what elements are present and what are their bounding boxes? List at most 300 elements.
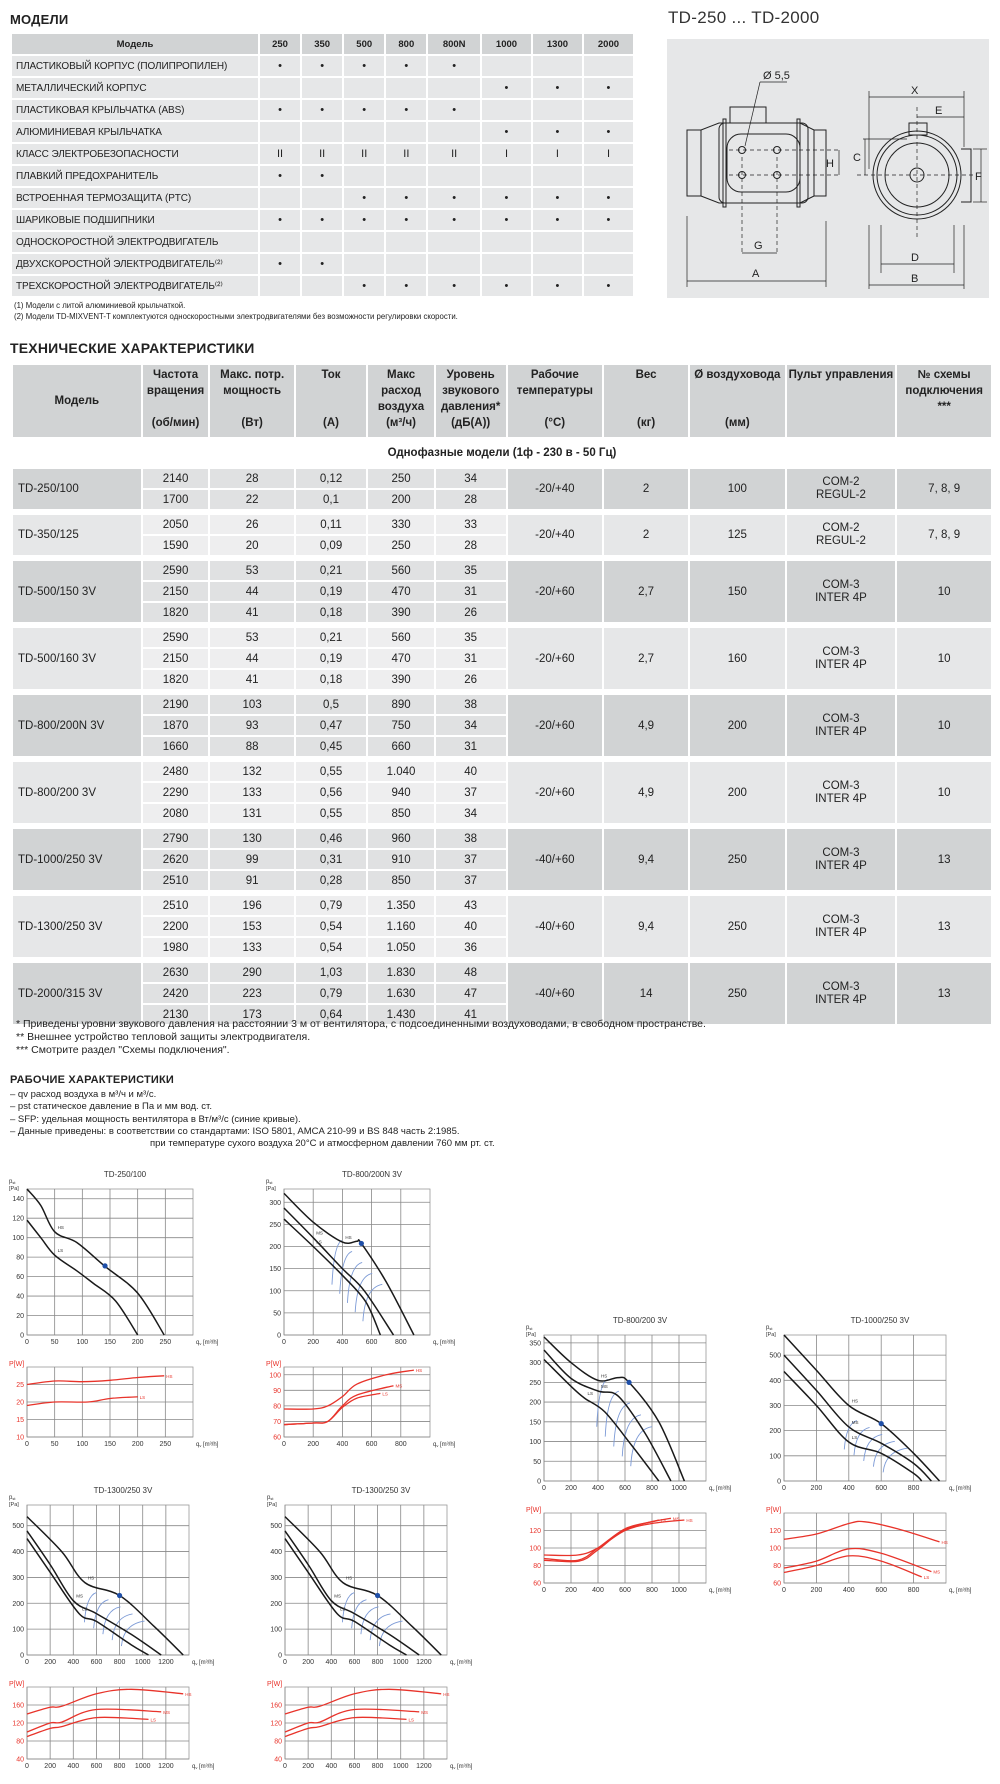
svg-text:250: 250 [269, 1221, 281, 1229]
models-table [10, 32, 635, 298]
spec-header-col [210, 365, 293, 437]
spec-control [787, 963, 896, 1024]
svg-text:800: 800 [394, 1339, 407, 1346]
svg-text:120: 120 [529, 1528, 541, 1535]
svg-text:70: 70 [273, 1418, 281, 1426]
perf-note-3: – SFP: удельная мощность вентилятора в Вт/м³/с (синие кривые). [10, 1113, 301, 1125]
svg-text:P[W]: P[W] [526, 1507, 542, 1514]
models-cell [260, 122, 300, 142]
spec-speed-value: 1590 [143, 536, 209, 555]
spec-footnotes [16, 1018, 706, 1057]
spec-header-name: Частота вращения [146, 369, 205, 397]
spec-speed-value: 40 [436, 917, 506, 936]
models-header-col: 1000 [482, 34, 531, 54]
spec-model-name: TD-500/150 3V [13, 561, 141, 622]
models-cell: • [386, 56, 426, 76]
models-cell [482, 166, 531, 186]
models-cell [260, 232, 300, 252]
svg-text:LS: LS [587, 1391, 594, 1397]
models-cell: • [386, 188, 426, 208]
spec-speed-value: 2590 [143, 628, 209, 647]
spec-speed-value: 1.040 [368, 762, 433, 781]
spec-header-col [436, 365, 506, 437]
perf-note-4-cont: при температуре сухого воздуха 20°C и атмосферном давлении 760 мм рт. ст. [150, 1138, 495, 1150]
svg-text:600: 600 [619, 1485, 631, 1492]
svg-text:0: 0 [542, 1587, 546, 1594]
svg-text:0: 0 [782, 1587, 786, 1594]
svg-text:qv [m³/h]: qv [m³/h] [709, 1486, 732, 1492]
svg-text:A: A [752, 268, 760, 280]
svg-text:80: 80 [533, 1563, 541, 1570]
spec-row [13, 469, 991, 488]
chart-title: TD-800/200 3V [612, 1316, 668, 1325]
models-cell: • [344, 100, 384, 120]
svg-text:0: 0 [25, 1441, 29, 1448]
spec-weight: 2,7 [604, 561, 688, 622]
spec-speed-value: 20 [210, 536, 293, 555]
models-cell: • [482, 210, 531, 230]
models-cell: II [386, 144, 426, 164]
svg-text:200: 200 [565, 1485, 577, 1492]
duty-point-marker [879, 1421, 884, 1426]
spec-header-name: Рабочие температуры [516, 369, 593, 397]
models-cell: • [386, 276, 426, 296]
perf-note-1: – qv расход воздуха в м³/ч и м³/с. [10, 1089, 157, 1100]
svg-text:400: 400 [842, 1587, 855, 1594]
chart-title: TD-800/200N 3V [341, 1170, 403, 1179]
svg-text:0: 0 [283, 1763, 287, 1770]
svg-text:40: 40 [16, 1756, 24, 1764]
spec-control-item: COM-3 [822, 913, 860, 926]
svg-text:qv [m³/h]: qv [m³/h] [192, 1764, 215, 1770]
svg-text:F: F [975, 171, 982, 183]
spec-speed-value: 2200 [143, 917, 209, 936]
spec-control-item: COM-3 [822, 779, 860, 792]
duty-point-marker [359, 1241, 364, 1246]
spec-scheme: 13 [897, 829, 991, 890]
spec-control-item: COM-3 [822, 578, 860, 591]
svg-text:MS: MS [395, 1383, 403, 1389]
svg-text:0: 0 [542, 1485, 546, 1492]
spec-row [13, 762, 991, 781]
svg-text:pst: pst [266, 1179, 273, 1185]
chart-title: TD-250/100 [103, 1170, 147, 1179]
models-cell [428, 232, 480, 252]
footnote-2: ** Внешнее устройство тепловой защиты электродвигателя. [16, 1031, 311, 1043]
svg-text:250: 250 [159, 1339, 172, 1346]
svg-text:MS: MS [421, 1709, 428, 1715]
spec-speed-value: 53 [210, 628, 293, 647]
spec-speed-value: 0,19 [296, 582, 367, 601]
spec-speed-value: 44 [210, 649, 293, 668]
svg-text:500: 500 [769, 1352, 781, 1360]
models-notes [14, 300, 458, 322]
svg-text:800: 800 [907, 1587, 920, 1594]
spec-header-col [13, 365, 141, 437]
models-cell [584, 56, 633, 76]
spec-weight: 4,9 [604, 762, 688, 823]
svg-text:200: 200 [769, 1428, 781, 1436]
chart-td-250-100 [5, 1167, 245, 1457]
svg-text:E: E [935, 105, 943, 117]
svg-text:HS: HS [87, 1575, 95, 1581]
svg-text:400: 400 [769, 1377, 781, 1385]
models-cell [482, 100, 531, 120]
svg-text:LS: LS [316, 1239, 322, 1245]
spec-model-name: TD-800/200 3V [13, 762, 141, 823]
spec-speed-value: 0,19 [296, 649, 367, 668]
spec-speed-value: 34 [436, 469, 506, 488]
svg-text:100: 100 [76, 1441, 89, 1448]
svg-text:500: 500 [12, 1523, 24, 1531]
models-cell: • [428, 56, 480, 76]
spec-temp: -40/+60 [508, 963, 603, 1024]
chart-title: TD-1000/250 3V [850, 1316, 910, 1325]
svg-text:qv [m³/h]: qv [m³/h] [450, 1764, 473, 1770]
models-cell [584, 254, 633, 274]
models-cell [428, 254, 480, 274]
models-cell: • [302, 56, 342, 76]
svg-text:200: 200 [44, 1763, 56, 1770]
models-cell: • [260, 100, 300, 120]
spec-speed-value: 960 [368, 829, 433, 848]
svg-text:100: 100 [529, 1545, 541, 1553]
performance-notes [10, 1089, 495, 1150]
spec-speed-value: 0,09 [296, 536, 367, 555]
spec-model-name: TD-1300/250 3V [13, 896, 141, 957]
models-header-col: 800N [428, 34, 480, 54]
svg-text:qv [m³/h]: qv [m³/h] [192, 1660, 215, 1666]
models-row-label: КЛАСС ЭЛЕКТРОБЕЗОПАСНОСТИ [12, 144, 258, 164]
svg-text:100: 100 [529, 1439, 541, 1447]
spec-speed-value: 1820 [143, 603, 209, 622]
spec-control [787, 561, 896, 622]
spec-speed-value: 850 [368, 871, 433, 890]
models-cell: • [533, 78, 582, 98]
spec-speed-value: 470 [368, 649, 433, 668]
models-cell: • [428, 276, 480, 296]
spec-scheme: 13 [897, 896, 991, 957]
models-cell [386, 254, 426, 274]
spec-speed-value: 1820 [143, 670, 209, 689]
spec-control [787, 515, 896, 555]
models-cell [482, 56, 531, 76]
svg-text:150: 150 [269, 1266, 281, 1274]
svg-text:800: 800 [907, 1485, 920, 1492]
svg-text:0: 0 [25, 1339, 29, 1346]
spec-temp: -20/+60 [508, 628, 603, 689]
spec-temp: -40/+60 [508, 829, 603, 890]
svg-text:G: G [754, 240, 763, 252]
models-cell: • [533, 122, 582, 142]
svg-text:MS: MS [163, 1709, 170, 1715]
svg-text:HS: HS [166, 1373, 173, 1379]
models-cell: • [302, 210, 342, 230]
spec-header-col [143, 365, 209, 437]
spec-duct: 150 [690, 561, 784, 622]
models-cell: • [533, 210, 582, 230]
models-cell: • [344, 56, 384, 76]
models-cell [260, 188, 300, 208]
svg-text:100: 100 [769, 1453, 781, 1461]
svg-text:[Pa]: [Pa] [9, 1186, 19, 1192]
spec-speed-value: 1660 [143, 737, 209, 756]
svg-text:100: 100 [12, 1626, 24, 1634]
svg-text:800: 800 [646, 1485, 658, 1492]
models-row [12, 78, 633, 98]
spec-speed-value: 223 [210, 984, 293, 1003]
spec-control-item: INTER 4P [815, 926, 867, 939]
spec-speed-value: 88 [210, 737, 293, 756]
spec-speed-value: 0,47 [296, 716, 367, 735]
svg-text:250: 250 [529, 1379, 541, 1387]
models-cell: • [428, 188, 480, 208]
spec-control [787, 762, 896, 823]
svg-text:HS: HS [345, 1575, 353, 1581]
spec-scheme: 10 [897, 561, 991, 622]
svg-text:P[W]: P[W] [9, 1361, 25, 1368]
chart-td-1300-250-a [5, 1483, 241, 1779]
models-row [12, 100, 633, 120]
models-cell: • [428, 210, 480, 230]
spec-header-name: Вес [635, 369, 657, 381]
spec-speed-value: 34 [436, 804, 506, 823]
svg-text:400: 400 [270, 1549, 282, 1557]
svg-text:120: 120 [270, 1720, 282, 1728]
svg-text:B: B [911, 273, 919, 285]
svg-text:60: 60 [533, 1580, 541, 1588]
svg-text:HS: HS [57, 1224, 64, 1230]
svg-text:800: 800 [371, 1763, 384, 1770]
svg-text:400: 400 [336, 1339, 349, 1346]
svg-text:0: 0 [282, 1339, 286, 1346]
spec-weight: 14 [604, 963, 688, 1024]
svg-text:qv [m³/h]: qv [m³/h] [433, 1340, 456, 1346]
models-cell [386, 166, 426, 186]
spec-control-item: COM-3 [822, 980, 860, 993]
spec-temp: -20/+60 [508, 762, 603, 823]
svg-text:20: 20 [16, 1313, 24, 1321]
models-row [12, 254, 633, 274]
spec-speed-value: 750 [368, 716, 433, 735]
spec-speed-value: 1.430 [368, 1005, 433, 1024]
svg-text:1000: 1000 [134, 1659, 151, 1666]
models-cell: I [482, 144, 531, 164]
models-cell [302, 232, 342, 252]
models-cell [302, 276, 342, 296]
spec-row [13, 829, 991, 848]
spec-speed-value: 2790 [143, 829, 209, 848]
models-cell: I [584, 144, 633, 164]
svg-text:200: 200 [810, 1485, 823, 1492]
svg-text:400: 400 [67, 1763, 80, 1770]
spec-speed-value: 37 [436, 783, 506, 802]
models-cell [260, 276, 300, 296]
svg-text:MS: MS [601, 1384, 608, 1390]
models-row-label: ОДНОСКОРОСТНОЙ ЭЛЕКТРОДВИГАТЕЛЬ [12, 232, 258, 252]
spec-speed-value: 130 [210, 829, 293, 848]
spec-speed-value: 0,79 [296, 896, 367, 915]
svg-text:MS: MS [933, 1569, 941, 1575]
svg-text:150: 150 [529, 1419, 541, 1427]
spec-speed-value: 0,18 [296, 603, 367, 622]
spec-speed-value: 250 [368, 469, 433, 488]
svg-text:LS: LS [57, 1248, 64, 1254]
spec-speed-value: 2290 [143, 783, 209, 802]
svg-text:400: 400 [336, 1441, 349, 1448]
spec-speed-value: 40 [436, 762, 506, 781]
spec-speed-value: 26 [436, 603, 506, 622]
spec-speed-value: 2140 [143, 469, 209, 488]
spec-header-name: № схемы подключения *** [905, 369, 983, 413]
spec-header-col [296, 365, 367, 437]
models-cell [482, 232, 531, 252]
spec-control [787, 469, 896, 509]
svg-text:200: 200 [810, 1587, 823, 1594]
svg-text:20: 20 [16, 1399, 24, 1407]
spec-speed-value: 0,56 [296, 783, 367, 802]
svg-text:1000: 1000 [671, 1587, 687, 1594]
spec-speed-value: 2150 [143, 649, 209, 668]
spec-speed-value: 48 [436, 963, 506, 982]
svg-text:60: 60 [273, 1434, 281, 1442]
svg-text:0: 0 [782, 1485, 786, 1492]
chart-td-800-200n [262, 1167, 482, 1457]
chart-td-1000-250 [762, 1313, 998, 1603]
models-cell: • [260, 56, 300, 76]
svg-text:120: 120 [12, 1720, 24, 1728]
svg-text:200: 200 [131, 1339, 144, 1346]
spec-speed-value: 330 [368, 515, 433, 534]
models-row-label: ТРЕХСКОРОСТНОЙ ЭЛЕКТРОДВИГАТЕЛЬ⁽²⁾ [12, 276, 258, 296]
spec-speed-value: 37 [436, 871, 506, 890]
svg-text:400: 400 [325, 1659, 338, 1666]
spec-speed-value: 890 [368, 695, 433, 714]
spec-control-item: REGUL-2 [816, 535, 866, 547]
spec-speed-value: 1.830 [368, 963, 433, 982]
models-cell: II [302, 144, 342, 164]
models-cell [302, 122, 342, 142]
spec-model-name: TD-500/160 3V [13, 628, 141, 689]
svg-text:200: 200 [131, 1441, 144, 1448]
spec-speed-value: 41 [210, 603, 293, 622]
svg-text:80: 80 [773, 1563, 781, 1570]
spec-speed-value: 133 [210, 938, 293, 957]
spec-speed-value: 0,55 [296, 762, 367, 781]
spec-model-name: TD-2000/315 3V [13, 963, 141, 1024]
spec-speed-value: 0,11 [296, 515, 367, 534]
spec-speed-value: 2620 [143, 850, 209, 869]
svg-text:HS: HS [415, 1368, 423, 1374]
models-cell: I [533, 144, 582, 164]
models-cell: • [584, 188, 633, 208]
svg-text:[Pa]: [Pa] [267, 1502, 277, 1508]
spec-duct: 125 [690, 515, 784, 555]
spec-speed-value: 560 [368, 628, 433, 647]
spec-speed-value: 1.050 [368, 938, 433, 957]
spec-header-unit: (°C) [544, 417, 566, 429]
models-cell [533, 100, 582, 120]
svg-text:600: 600 [348, 1763, 361, 1770]
spec-speed-value: 2080 [143, 804, 209, 823]
spec-speed-value: 0,1 [296, 490, 367, 509]
svg-text:P[W]: P[W] [766, 1507, 782, 1514]
duty-point-marker [117, 1593, 122, 1598]
spec-duct: 160 [690, 628, 784, 689]
svg-text:300: 300 [270, 1574, 282, 1582]
models-note-2: (2) Модели TD-MIXVENT-T комплектуются односкоростными электродвигателями без возможности регулировки скорости. [14, 312, 458, 321]
spec-header-col [690, 365, 784, 437]
svg-text:0: 0 [20, 1332, 24, 1340]
spec-speed-value: 38 [436, 695, 506, 714]
spec-control-item: INTER 4P [815, 993, 867, 1006]
svg-text:pst: pst [526, 1325, 533, 1331]
models-cell: II [428, 144, 480, 164]
spec-speed-value: 132 [210, 762, 293, 781]
models-row-label: ДВУХСКОРОСТНОЙ ЭЛЕКТРОДВИГАТЕЛЬ⁽²⁾ [12, 254, 258, 274]
spec-speed-value: 2480 [143, 762, 209, 781]
svg-text:600: 600 [365, 1441, 378, 1448]
spec-row [13, 628, 991, 647]
spec-speed-value: 2510 [143, 871, 209, 890]
svg-text:HS: HS [443, 1691, 450, 1697]
chart-title: TD-1300/250 3V [351, 1486, 411, 1495]
svg-text:800: 800 [113, 1659, 126, 1666]
svg-text:600: 600 [875, 1587, 888, 1594]
models-cell [386, 78, 426, 98]
spec-speed-value: 0,54 [296, 917, 367, 936]
svg-text:500: 500 [270, 1523, 282, 1531]
svg-text:LS: LS [923, 1574, 930, 1580]
svg-text:qv [m³/h]: qv [m³/h] [433, 1442, 456, 1448]
spec-control-item: COM-3 [822, 645, 860, 658]
svg-text:50: 50 [50, 1441, 59, 1448]
models-row-label: ПЛАВКИЙ ПРЕДОХРАНИТЕЛЬ [12, 166, 258, 186]
models-cell: • [344, 188, 384, 208]
spec-speed-value: 290 [210, 963, 293, 982]
svg-text:[Pa]: [Pa] [9, 1502, 19, 1508]
models-cell [584, 100, 633, 120]
spec-weight: 2 [604, 469, 688, 509]
models-header-col: 800 [386, 34, 426, 54]
diagram-title: TD-250 ... TD-2000 [668, 8, 820, 27]
svg-text:350: 350 [529, 1340, 541, 1348]
spec-scheme: 10 [897, 695, 991, 756]
spec-scheme: 13 [897, 963, 991, 1024]
spec-speed-value: 0,31 [296, 850, 367, 869]
spec-header-unit: (мм) [724, 417, 750, 429]
models-cell [302, 188, 342, 208]
models-cell: II [344, 144, 384, 164]
models-cell [533, 232, 582, 252]
models-row [12, 166, 633, 186]
models-cell: • [533, 188, 582, 208]
spec-header-name: Ø воздуховода [694, 369, 781, 381]
fan-dimension-drawing-icon [667, 39, 989, 298]
spec-header-unit: (дБ(A)) [451, 417, 491, 429]
models-cell [428, 166, 480, 186]
svg-text:50: 50 [533, 1458, 541, 1466]
svg-text:1200: 1200 [416, 1763, 432, 1770]
models-row-label: ШАРИКОВЫЕ ПОДШИПНИКИ [12, 210, 258, 230]
models-row [12, 276, 633, 296]
svg-text:80: 80 [16, 1738, 24, 1746]
spec-header-name: Ток [321, 369, 341, 381]
models-row-label: МЕТАЛЛИЧЕСКИЙ КОРПУС [12, 78, 258, 98]
spec-scheme: 10 [897, 762, 991, 823]
svg-text:15: 15 [16, 1417, 24, 1424]
spec-duct: 200 [690, 762, 784, 823]
